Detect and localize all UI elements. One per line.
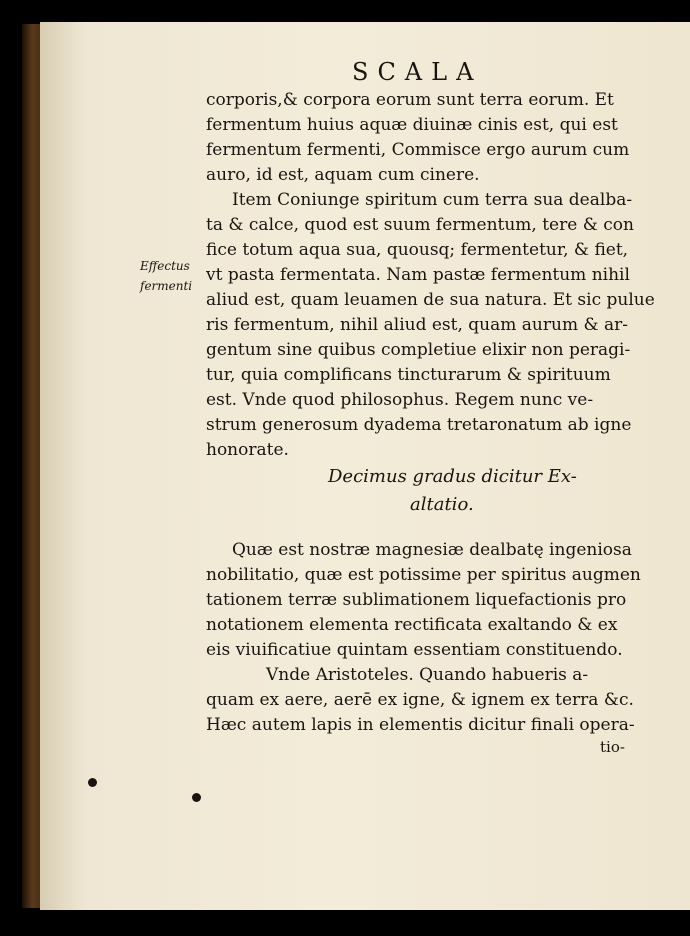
margin-note: [140, 256, 192, 296]
text-line: nobilitatio, quæ est potissime per spiritus augmen: [206, 565, 641, 585]
margin-note-line: Effectus: [140, 259, 190, 273]
text-line: notationem elementa rectificata exaltando & ex: [206, 615, 618, 635]
paragraph-4: [206, 663, 676, 738]
text-line: Quæ est nostræ magnesiæ dealbatę ingeniosa: [232, 540, 632, 560]
text-line: fermentum huius aquæ diuinæ cinis est, qui est: [206, 115, 618, 135]
text-line: gentum sine quibus completiue elixir non peragi-: [206, 340, 631, 360]
text-line: Vnde Aristoteles. Quando habueris a-: [266, 665, 589, 685]
section-heading-line-2: altatio.: [410, 494, 474, 515]
text-line: eis viuificatiue quintam essentiam constituendo.: [206, 640, 623, 660]
text-line: ris fermentum, nihil aliud est, quam aurum & ar-: [206, 315, 629, 335]
catchword: tio-: [600, 738, 625, 756]
text-line: quam ex aere, aerē ex igne, & ignem ex terra &c.: [206, 690, 634, 710]
text-line: fermentum fermenti, Commisce ergo aurum cum: [206, 140, 630, 160]
text-line: honorate.: [206, 440, 289, 460]
text-line: Item Coniunge spiritum cum terra sua dealba-: [232, 190, 633, 210]
paragraph-2: [206, 188, 676, 463]
text-line: strum generosum dyadema tretaronatum ab igne: [206, 415, 632, 435]
text-line: auro, id est, aquam cum cinere.: [206, 165, 480, 185]
book-page: [40, 22, 690, 910]
text-line: vt pasta fermentata. Nam pastæ fermentum nihil: [206, 265, 630, 285]
text-line: Hæc autem lapis in elementis dicitur finali opera-: [206, 715, 635, 735]
text-line: ta & calce, quod est suum fermentum, tere & con: [206, 215, 634, 235]
text-line: aliud est, quam leuamen de sua natura. Et sic pulue: [206, 290, 655, 310]
ink-spot: [88, 778, 97, 787]
margin-note-line: fermenti: [140, 279, 193, 293]
ink-spot: [192, 793, 201, 802]
running-header: SCALA: [352, 58, 483, 86]
text-line: corporis,& corpora eorum sunt terra eorum. Et: [206, 90, 614, 110]
text-line: tur, quia complificans tincturarum & spirituum: [206, 365, 611, 385]
text-line: tationem terræ sublimationem liquefactionis pro: [206, 590, 627, 610]
paragraph-1: [206, 88, 676, 188]
section-heading-line-1: Decimus gradus dicitur Ex-: [328, 466, 577, 487]
paragraph-3: [206, 538, 676, 663]
text-line: fice totum aqua sua, quousq; fermentetur, & fiet,: [206, 240, 629, 260]
text-line: est. Vnde quod philosophus. Regem nunc ve-: [206, 390, 594, 410]
